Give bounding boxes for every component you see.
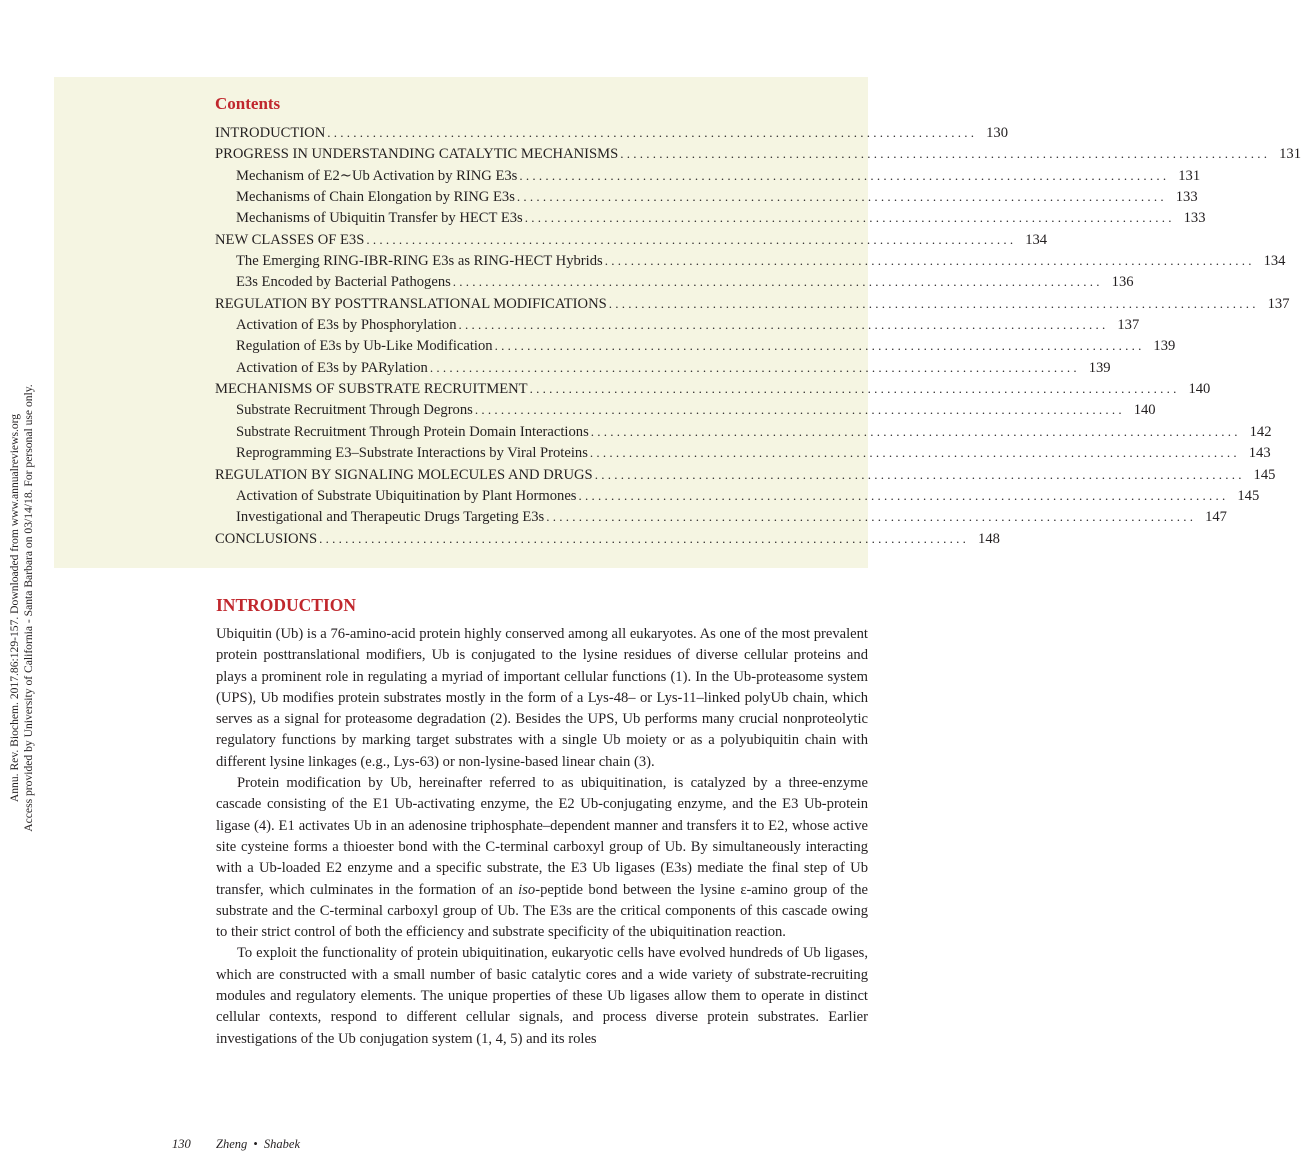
- contents-entry-page: 139: [1088, 359, 1111, 376]
- paragraph-2: [216, 773, 868, 943]
- dot-leader: [459, 314, 1106, 335]
- contents-entry[interactable]: [215, 485, 1260, 506]
- contents-entry-page: 147: [1205, 509, 1227, 526]
- dot-leader: [530, 378, 1177, 399]
- paragraph-2-part-b: -peptide bond between the lysine ε-amino group of the substrate and the C-terminal carboxyl group of Ub. The E3s are the critical components of this cascade owing to their strict control of both the efficiency and substrate specificity of the ubiquitination reaction.: [216, 881, 868, 941]
- dot-leader: [430, 357, 1077, 378]
- author-1: Zheng: [216, 1137, 248, 1151]
- paragraph-2-part-a: Protein modification by Ub, hereinafter referred to as ubiquitination, is catalyzed by a three-enzyme cascade consisting of the E1 Ub-activating enzyme, the E2 Ub-conjugating enzyme, and the E3 Ub-protein ligase (4). E1 activates Ub in an adenosine triphosphate–dependent manner and transfers it to E2, whose active site cysteine forms a thioester bond with the C-terminal carboxyl group of Ub. By simultaneously interacting with a Ub-loaded E2 enzyme and a specific substrate, the E3 Ub ligases (E3s) mediate the final step of Ub transfer, which culminates in the formation of an: [216, 775, 868, 898]
- contents-entry-page: 131: [1279, 146, 1301, 163]
- contents-entry-title: Mechanisms of Ubiquitin Transfer by HECT E3s: [236, 210, 523, 227]
- contents-entry-page: 142: [1249, 423, 1272, 440]
- dot-leader: [546, 506, 1193, 527]
- page-number: 130: [172, 1137, 191, 1151]
- contents-entry[interactable]: [215, 143, 1301, 164]
- contents-entry-title: The Emerging RING-IBR-RING E3s as RING-HECT Hybrids: [236, 253, 603, 270]
- contents-entry-page: 133: [1183, 210, 1206, 227]
- paragraph-1: Ubiquitin (Ub) is a 76-amino-acid protein highly conserved among all eukaryotes. As one of the most prevalent protein posttranslational modifiers, Ub is conjugated to the lysine residues of diverse cellular proteins and plays a prominent role in regulating a myriad of important cellular functions (1). In the Ub-proteasome system (UPS), Ub modifies protein substrates mostly in the form of a Lys-48– or Lys-11–linked polyUb chain, which serves as a signal for proteasome degradation (2). Besides the UPS, Ub performs many crucial nonproteolytic regulatory functions by marking target substrates with a single Ub moiety or as a polyubiquitin chain with different lysine linkages (e.g., Lys-63) or non-lysine-based linear chain (3).: [216, 626, 868, 770]
- iso-term: iso: [518, 881, 536, 898]
- dot-leader: [495, 335, 1142, 356]
- download-notice-line2: Access provided by University of California - Santa Barbara on 03/14/18. For personal use only.: [22, 384, 35, 832]
- contents-entry-page: 137: [1117, 317, 1140, 334]
- contents-entry-title: Investigational and Therapeutic Drugs Targeting E3s: [236, 509, 545, 526]
- contents-entry-title: NEW CLASSES OF E3S: [215, 231, 365, 248]
- paragraph-3: To exploit the functionality of protein ubiquitination, eukaryotic cells have evolved hundreds of Ub ligases, which are constructed with a small number of basic catalytic cores and a wide variety of substrate-recruiting modules and regulatory elements. The unique properties of these Ub ligases allow them to operate in distinct cellular contexts, respond to different cellular signals, and process diverse protein substrates. Earlier investigations of the Ub conjugation system (1, 4, 5) and its roles: [216, 945, 868, 1047]
- contents-entry-title: REGULATION BY POSTTRANSLATIONAL MODIFICATIONS: [215, 295, 607, 312]
- dot-leader: [517, 186, 1164, 207]
- contents-entry[interactable]: [215, 357, 1111, 378]
- contents-entry-page: 134: [1025, 231, 1048, 248]
- contents-entry[interactable]: [215, 186, 1198, 207]
- dot-leader: [475, 399, 1122, 420]
- contents-entry[interactable]: [215, 271, 1134, 292]
- contents-entry-title: Mechanism of E2∼Ub Activation by RING E3s: [236, 167, 518, 184]
- download-notice-line1: Annu. Rev. Biochem. 2017.86:129-157. Downloaded from www.annualreviews.org: [8, 413, 21, 803]
- dot-leader: [591, 421, 1238, 442]
- section-title: INTRODUCTION: [216, 595, 357, 615]
- contents-entry-title: REGULATION BY SIGNALING MOLECULES AND DRUGS: [215, 466, 593, 483]
- contents-entry-title: MECHANISMS OF SUBSTRATE RECRUITMENT: [215, 381, 528, 398]
- contents-entry-title: Reprogramming E3–Substrate Interactions by Viral Proteins: [236, 445, 588, 462]
- contents-entry[interactable]: [215, 464, 1276, 485]
- contents-entry[interactable]: [215, 207, 1206, 228]
- contents-entry-page: 137: [1267, 295, 1290, 312]
- dot-leader: [595, 464, 1242, 485]
- contents-entry-title: INTRODUCTION: [215, 125, 326, 141]
- dot-leader: [525, 207, 1172, 228]
- contents-entry-title: Regulation of E3s by Ub-Like Modification: [236, 338, 493, 355]
- contents-entry-page: 133: [1175, 189, 1198, 206]
- dot-leader: [620, 143, 1267, 164]
- contents-entry[interactable]: [215, 378, 1211, 399]
- contents-entry-page: 131: [1178, 167, 1201, 184]
- contents-entry-page: 130: [986, 125, 1009, 141]
- contents-entry-title: Activation of E3s by Phosphorylation: [236, 317, 457, 334]
- dot-leader: [519, 165, 1166, 186]
- contents-entry[interactable]: [215, 399, 1156, 420]
- contents-entry[interactable]: [215, 442, 1271, 463]
- contents-entry-page: 145: [1237, 487, 1260, 504]
- contents-entry[interactable]: [215, 421, 1272, 442]
- author-2: Shabek: [263, 1137, 300, 1151]
- contents-entry-page: 143: [1248, 445, 1271, 462]
- download-notice: [8, 308, 36, 908]
- contents-entry-title: Substrate Recruitment Through Protein Domain Interactions: [236, 423, 589, 440]
- contents-entry[interactable]: [215, 506, 1227, 527]
- contents-entry-page: 148: [978, 530, 1000, 547]
- contents-box: [54, 77, 1301, 568]
- dot-leader: [609, 293, 1256, 314]
- contents-entry[interactable]: [215, 314, 1140, 335]
- contents-entry[interactable]: [215, 229, 1048, 250]
- contents-entry-title: PROGRESS IN UNDERSTANDING CATALYTIC MECHANISMS: [215, 146, 619, 163]
- contents-entry[interactable]: [215, 250, 1286, 271]
- dot-leader: [319, 528, 966, 549]
- contents-entry-page: 140: [1188, 381, 1211, 398]
- contents-entry-page: 134: [1263, 253, 1286, 270]
- contents-entry-title: Activation of E3s by PARylation: [236, 359, 428, 376]
- contents-entry-title: CONCLUSIONS: [215, 530, 318, 547]
- contents-entry-page: 136: [1111, 274, 1134, 291]
- contents-entry-page: 145: [1253, 466, 1276, 483]
- contents-entry-page: 139: [1153, 338, 1176, 355]
- section-body: [216, 624, 868, 1050]
- contents-entry-title: E3s Encoded by Bacterial Pathogens: [236, 274, 451, 291]
- running-authors: [216, 1137, 300, 1152]
- dot-leader: [366, 229, 1013, 250]
- contents-entry-title: Activation of Substrate Ubiquitination by Plant Hormones: [236, 487, 577, 504]
- contents-list: [215, 122, 1301, 549]
- contents-heading: Contents: [215, 94, 281, 113]
- dot-leader: [578, 485, 1225, 506]
- dot-leader: [605, 250, 1252, 271]
- contents-entry-page: 140: [1133, 402, 1156, 419]
- author-separator: •: [253, 1137, 258, 1151]
- contents-entry[interactable]: [215, 165, 1201, 186]
- contents-entry-title: Mechanisms of Chain Elongation by RING E3s: [236, 189, 515, 206]
- dot-leader: [453, 271, 1100, 292]
- contents-entry[interactable]: [215, 122, 1009, 143]
- dot-leader: [327, 122, 974, 143]
- contents-entry[interactable]: [215, 293, 1290, 314]
- dot-leader: [590, 442, 1237, 463]
- contents-entry[interactable]: [215, 335, 1176, 356]
- contents-entry[interactable]: [215, 528, 1000, 549]
- contents-entry-title: Substrate Recruitment Through Degrons: [236, 402, 473, 419]
